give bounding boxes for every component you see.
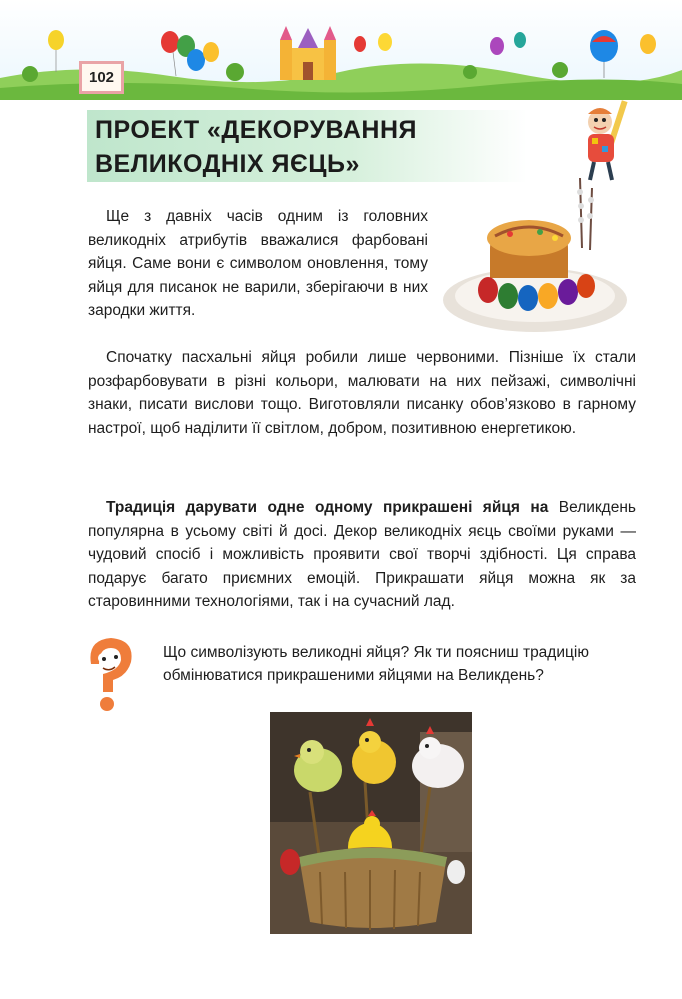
page-title (95, 113, 555, 181)
paragraph-2: Спочатку пасхальні яйця робили лише червоними. Пізніше їх стали розфарбовувати в різні кольори, малювати на них пейзажі, символічні знаки, писати вислови тощо. Виготовляли писанку обов’язково в гарному настрої, щоб наділити її світлом, добром, позитивною енергетикою. (88, 349, 636, 437)
page-number: 102 (79, 61, 124, 94)
paragraph-3-rest: Великдень популярна в усьому світі й досі. Декор великодніх яєць своїми руками — чудовий спосіб і можливість проявити свої творчі здібності. Ця справа подарує багато приємних емоцій. Прикрашати яйця можна як за старовинними технологіями, так і на сучасний лад. (88, 499, 636, 610)
paragraph-3-bold: Традиція дарувати одне одному прикрашені яйця на (106, 499, 549, 516)
question-mark-character-icon (81, 634, 139, 712)
title-line-1: ПРОЕКТ «ДЕКОРУВАННЯ (95, 116, 417, 144)
title-line-2: ВЕЛИКОДНІХ ЯЄЦЬ» (95, 150, 360, 178)
easter-cake-image (440, 178, 630, 338)
question-text: Що символізують великодні яйця? Як ти поясниш традицію обмінюватися прикрашеними яйцями на Великдень? (163, 644, 589, 684)
chicks-basket-photo (270, 712, 472, 934)
pencil-character-icon (576, 98, 646, 182)
paragraph-1: Ще з давніх часів одним із головних великодніх атрибутів вважалися фарбовані яйця. Саме вони є символом оновлення, тому яйця для писанок не варили, зберігаючи в них зародки життя. (88, 208, 428, 319)
paragraph-3 (88, 496, 636, 614)
